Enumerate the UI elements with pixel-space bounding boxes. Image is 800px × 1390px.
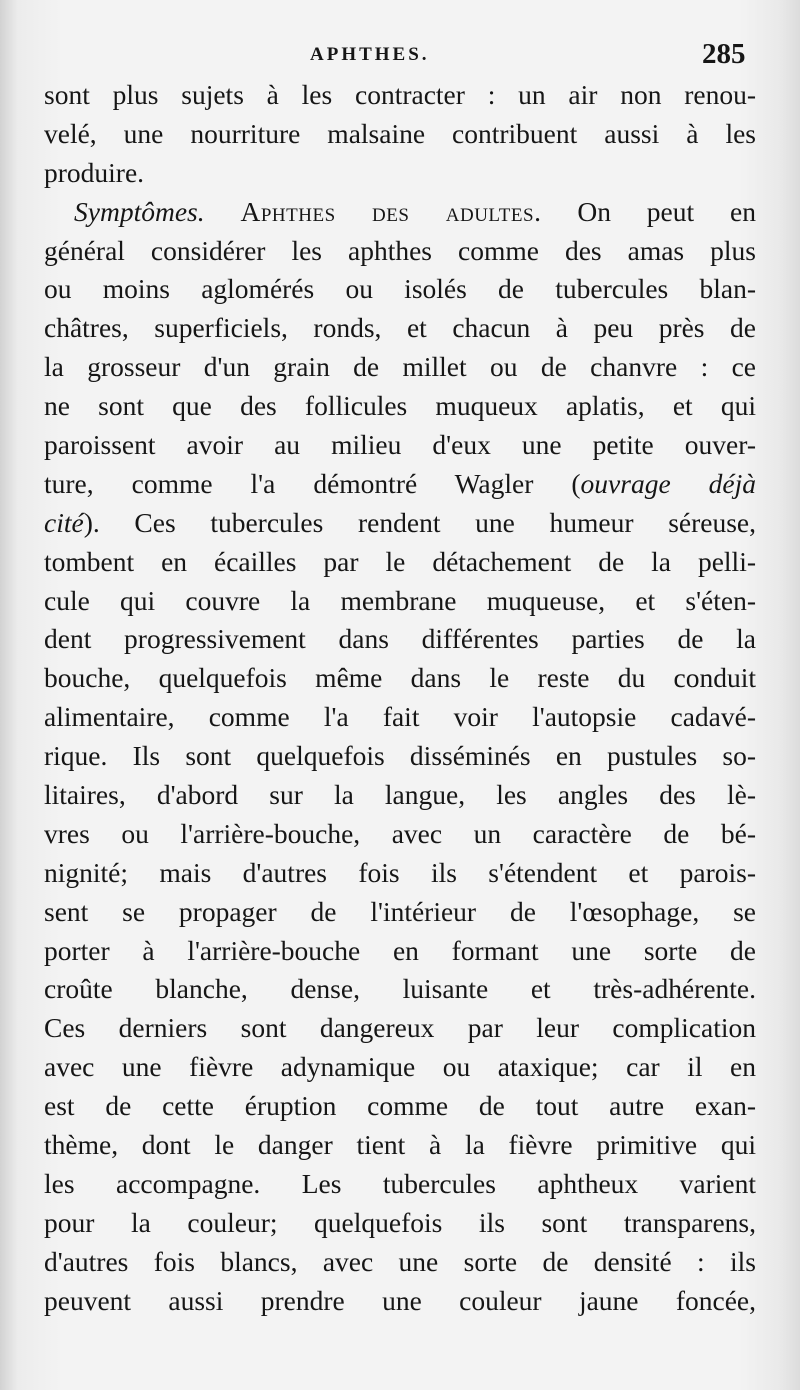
text-line: d'autres fois blancs, avec une sorte de densité : ils xyxy=(44,1245,756,1277)
text-fragment: On peut en xyxy=(577,195,756,227)
text-line: bouche, quelquefois même dans le reste du conduit xyxy=(44,662,756,694)
page-header xyxy=(0,40,800,74)
text-fragment: ture, comme l'a démontré Wagler ( xyxy=(44,467,581,499)
text-fragment: ). Ces tubercules rendent une humeur séreuse, xyxy=(83,506,756,538)
text-line: tombent en écailles par le détachement de la pelli- xyxy=(44,545,756,577)
text-line: avec une fièvre adynamique ou ataxique; car il en xyxy=(44,1051,756,1083)
running-head: APHTHES. xyxy=(310,44,430,65)
text-line xyxy=(44,465,756,504)
text-line: dent progressivement dans différentes parties de la xyxy=(44,623,756,655)
text-line: peuvent aussi prendre une couleur jaune foncée, xyxy=(44,1284,756,1316)
body-text xyxy=(44,76,756,1321)
text-line: châtres, superficiels, ronds, et chacun à peu près de xyxy=(44,312,756,344)
text-line: sent se propager de l'intérieur de l'œsophage, se xyxy=(44,895,756,927)
page-number: 285 xyxy=(702,38,746,70)
text-line: est de cette éruption comme de tout autre exan- xyxy=(44,1090,756,1122)
citation-italic: ouvrage déjà xyxy=(580,467,756,499)
text-line: pour la couleur; quelquefois ils sont transparens, xyxy=(44,1206,756,1238)
text-line: ou moins aglomérés ou isolés de tubercules blan- xyxy=(44,273,756,305)
text-line: rique. Ils sont quelquefois disséminés en pustules so- xyxy=(44,740,756,772)
text-line: croûte blanche, dense, luisante et très-adhérente. xyxy=(44,973,756,1005)
text-line: alimentaire, comme l'a fait voir l'autopsie cadavé- xyxy=(44,701,756,733)
text-line: cule qui couvre la membrane muqueuse, et s'éten- xyxy=(44,584,756,616)
text-line: paroissent avoir au milieu d'eux une petite ouver- xyxy=(44,429,756,461)
text-line: velé, une nourriture malsaine contribuent aussi à les xyxy=(44,117,756,149)
text-line: produire. xyxy=(44,156,145,188)
section-subtitle: Aphthes des adultes. xyxy=(240,195,542,227)
section-label: Symptômes. xyxy=(74,195,205,227)
text-line: Ces derniers sont dangereux par leur complication xyxy=(44,1012,756,1044)
text-line: porter à l'arrière-bouche en formant une sorte de xyxy=(44,934,756,966)
text-line: vres ou l'arrière-bouche, avec un caractère de bé- xyxy=(44,817,756,849)
citation-italic: cité xyxy=(44,506,84,538)
text-line: nignité; mais d'autres fois ils s'étendent et parois- xyxy=(44,856,756,888)
text-line: général considérer les aphthes comme des amas plus xyxy=(44,234,756,266)
text-line xyxy=(44,504,756,543)
text-line: ne sont que des follicules muqueux aplatis, et qui xyxy=(44,390,756,422)
section-heading-line xyxy=(44,193,756,232)
text-line: thème, dont le danger tient à la fièvre primitive qui xyxy=(44,1129,756,1161)
text-line: litaires, d'abord sur la langue, les angles des lè- xyxy=(44,779,756,811)
text-line: les accompagne. Les tubercules aphtheux varient xyxy=(44,1167,756,1199)
text-line: la grosseur d'un grain de millet ou de chanvre : ce xyxy=(44,351,756,383)
text-line: sont plus sujets à les contracter : un air non renou- xyxy=(44,79,756,110)
